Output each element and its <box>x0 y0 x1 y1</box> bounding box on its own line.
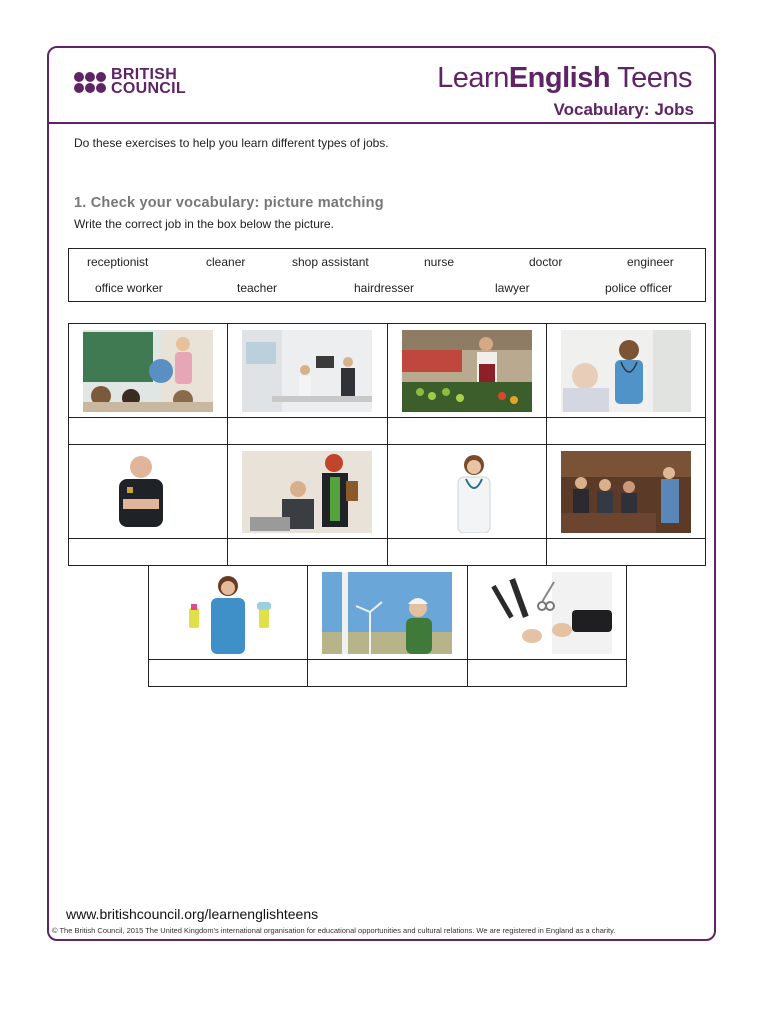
word-lawyer: lawyer <box>495 281 530 295</box>
picture-cell <box>387 445 546 539</box>
answer-box-3[interactable] <box>387 418 546 445</box>
footer-copyright: © The British Council, 2015 The United Kingdom's international organisation for educational opportunities and cultural relations. We are registered in England as a charity. <box>52 926 616 935</box>
picture-cell <box>387 324 546 418</box>
word-hairdresser: hairdresser <box>354 281 415 295</box>
answer-box-9[interactable] <box>149 660 308 687</box>
cleaner-photo <box>163 572 293 654</box>
word-shop-assistant: shop assistant <box>292 255 369 269</box>
word-police-officer: police officer <box>605 281 673 295</box>
word-receptionist: receptionist <box>87 255 149 269</box>
word-engineer: engineer <box>627 255 674 269</box>
answer-box-11[interactable] <box>467 660 626 687</box>
picture-cell <box>308 566 467 660</box>
word-doctor: doctor <box>529 255 563 269</box>
brand-english: English <box>508 62 611 94</box>
office-workers-photo <box>242 451 372 533</box>
answer-box-10[interactable] <box>308 660 467 687</box>
picture-cell <box>69 445 228 539</box>
picture-cell <box>546 445 705 539</box>
answer-box-4[interactable] <box>546 418 705 445</box>
office-handshake-photo <box>242 330 372 412</box>
section-title: Vocabulary: Jobs <box>553 100 694 119</box>
nurse-patient-photo <box>561 330 691 412</box>
police-officer-photo <box>83 451 213 533</box>
word-nurse: nurse <box>424 255 455 269</box>
logo-line-1: BRITISH <box>111 66 178 83</box>
exercise-title: 1. Check your vocabulary: picture matching <box>74 195 384 211</box>
exercise-instruction: Write the correct job in the box below the picture. <box>74 217 334 231</box>
learnenglish-teens-brand <box>437 62 692 95</box>
answer-box-6[interactable] <box>228 539 387 566</box>
intro-text: Do these exercises to help you learn different types of jobs. <box>74 136 389 150</box>
courtroom-photo <box>561 451 691 533</box>
teacher-classroom-photo <box>83 330 213 412</box>
brand-teens: Teens <box>610 62 692 94</box>
word-office-worker: office worker <box>95 281 163 295</box>
doctor-photo <box>402 451 532 533</box>
answer-box-5[interactable] <box>69 539 228 566</box>
logo-dots-icon <box>74 72 106 93</box>
picture-cell <box>546 324 705 418</box>
shop-assistant-produce-photo <box>402 330 532 412</box>
answer-box-1[interactable] <box>69 418 228 445</box>
picture-cell <box>228 324 387 418</box>
picture-grid-bottom <box>148 565 627 687</box>
british-council-logo <box>74 68 186 96</box>
header-divider <box>49 122 714 124</box>
answer-box-7[interactable] <box>387 539 546 566</box>
worksheet-frame <box>47 46 716 941</box>
engineer-wind-turbines-photo <box>322 572 452 654</box>
word-cleaner: cleaner <box>206 255 246 269</box>
picture-cell <box>149 566 308 660</box>
picture-grid-main <box>68 323 706 566</box>
word-teacher: teacher <box>237 281 278 295</box>
hairdresser-tools-photo <box>482 572 612 654</box>
answer-box-2[interactable] <box>228 418 387 445</box>
footer-url[interactable]: www.britishcouncil.org/learnenglishteens <box>66 906 319 922</box>
logo-line-2: COUNCIL <box>111 80 186 97</box>
picture-cell <box>467 566 626 660</box>
word-bank <box>68 248 706 302</box>
picture-cell <box>69 324 228 418</box>
picture-cell <box>228 445 387 539</box>
brand-learn: Learn <box>437 62 509 94</box>
answer-box-8[interactable] <box>546 539 705 566</box>
